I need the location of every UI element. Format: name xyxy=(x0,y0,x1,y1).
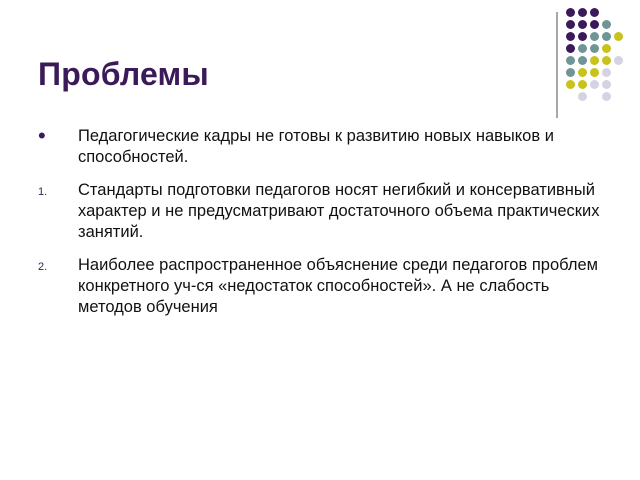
list-item-numbered-2 xyxy=(38,255,608,318)
decorative-dot xyxy=(590,20,599,29)
decorative-dot xyxy=(602,80,611,89)
decorative-dot xyxy=(590,68,599,77)
decorative-dot xyxy=(566,68,575,77)
decorative-dot xyxy=(602,68,611,77)
decorative-dot xyxy=(566,80,575,89)
decorative-dot-grid xyxy=(566,8,636,108)
decorative-dot xyxy=(578,80,587,89)
decorative-dot xyxy=(566,44,575,53)
number-marker: 1. xyxy=(38,186,48,198)
decorative-dot xyxy=(614,56,623,65)
decorative-dot xyxy=(590,32,599,41)
decorative-dot xyxy=(602,92,611,101)
list-item-bullet xyxy=(38,123,608,168)
decorative-dot xyxy=(614,32,623,41)
list-item-text: Педагогические кадры не готовы к развитию новых навыков и способностей. xyxy=(78,127,554,166)
decorative-dot xyxy=(590,80,599,89)
decorative-dot xyxy=(566,8,575,17)
decorative-dot xyxy=(578,8,587,17)
decorative-dot xyxy=(602,44,611,53)
bullet-marker: • xyxy=(38,123,46,148)
decorative-dot xyxy=(578,56,587,65)
decorative-dot xyxy=(578,20,587,29)
decorative-dot xyxy=(578,32,587,41)
decorative-dot xyxy=(578,68,587,77)
decorative-dot xyxy=(566,32,575,41)
decorative-dot xyxy=(590,56,599,65)
decorative-dot xyxy=(578,92,587,101)
decorative-dot xyxy=(578,44,587,53)
list-item-text: Наиболее распространенное объяснение среди педагогов проблем конкретного уч-ся «недостаток способностей». А не слабость методов обучения xyxy=(78,256,598,316)
list-item-numbered-1 xyxy=(38,180,608,243)
number-marker: 2. xyxy=(38,261,48,273)
decorative-dot xyxy=(566,56,575,65)
list-item-text: Стандарты подготовки педагогов носят негибкий и консервативный характер и не предусматривают достаточного объема практических занятий. xyxy=(78,181,600,241)
decorative-dot xyxy=(602,32,611,41)
decorative-dot xyxy=(590,8,599,17)
slide-title: Проблемы xyxy=(38,56,209,92)
decorative-dot xyxy=(602,20,611,29)
decorative-dot xyxy=(566,20,575,29)
decorative-dot xyxy=(602,56,611,65)
slide-content xyxy=(38,123,608,330)
decorative-dot xyxy=(590,44,599,53)
decorative-divider-line xyxy=(556,12,558,118)
